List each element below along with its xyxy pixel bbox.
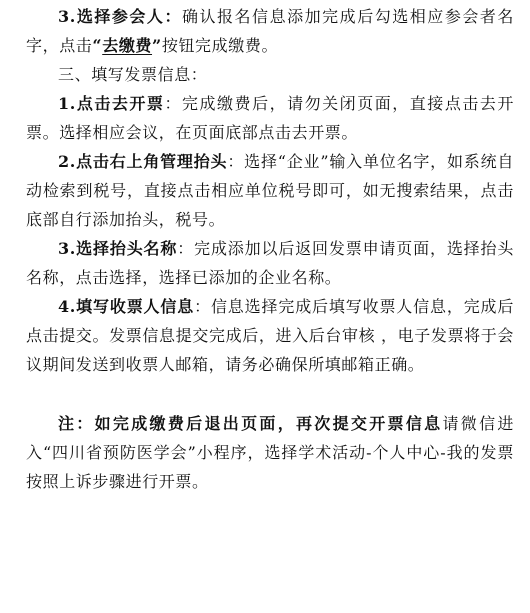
quote-open: “ — [92, 36, 103, 55]
invoice-step-4-body: ：信息选择完成后填写收票人信息，完成后点击提交。发票信息提交完成后，进入后台审核 ，电子发票将于会议期间发送到收票人邮箱，请务必确保所填邮箱正确。 — [26, 297, 514, 374]
invoice-step-2 — [26, 147, 514, 234]
paragraph-spacer — [26, 379, 514, 409]
invoice-step-1-lead: 1.点击去开票 — [58, 94, 165, 113]
invoice-step-4 — [26, 292, 514, 379]
step3-signup-paragraph — [26, 2, 514, 60]
invoice-step-1 — [26, 89, 514, 147]
pay-button-label: 去缴费 — [102, 36, 153, 55]
step3-signup-lead: 3.选择参会人： — [58, 7, 182, 26]
invoice-step-2-body: ：选择“企业”输入单位名字，如系统自动检索到税号，直接点击相应单位税号即可，如无搜索结果，点击底部自行添加抬头，税号。 — [26, 152, 514, 229]
section-heading: 三、填写发票信息： — [58, 65, 208, 84]
step3-signup-body-a: 确认报名信息添加完成后勾选相应参会者名字，点击 — [26, 7, 514, 55]
note-paragraph — [26, 409, 514, 496]
invoice-step-3-body: ：完成添加以后返回发票申请页面，选择抬头名称，点击选择，选择已添加的企业名称。 — [26, 239, 514, 287]
invoice-step-2-lead: 2.点击右上角管理抬头 — [58, 152, 228, 171]
invoice-step-4-lead: 4.填写收票人信息 — [58, 297, 195, 316]
quote-close: ” — [152, 36, 162, 55]
note-lead: 注：如完成缴费后退出页面，再次提交开票信息 — [58, 414, 443, 433]
step3-signup-body-b: 按钮完成缴费。 — [161, 36, 279, 55]
invoice-step-1-body: ：完成缴费后，请勿关闭页面，直接点击去开票。选择相应会议，在页面底部点击去开票。 — [26, 94, 514, 142]
note-body: 请微信进入“四川省预防医学会”小程序，选择学术活动-个人中心-我的发票按照上诉步骤进行开票。 — [26, 414, 514, 491]
invoice-step-3-lead: 3.选择抬头名称 — [58, 239, 178, 258]
invoice-step-3 — [26, 234, 514, 292]
